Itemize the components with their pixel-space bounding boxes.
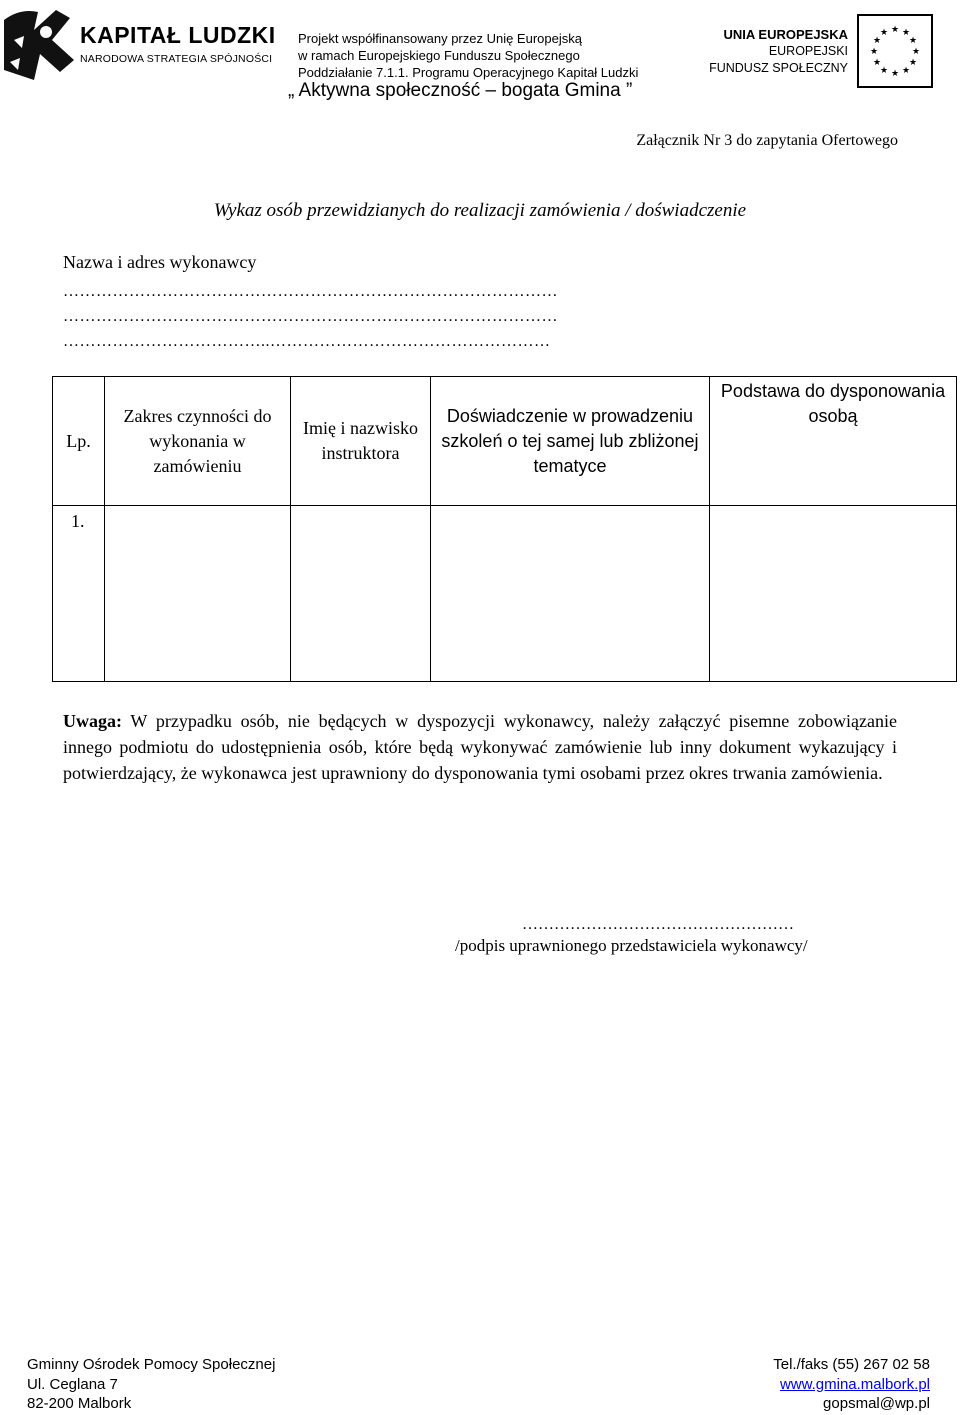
svg-text:★: ★ xyxy=(879,28,889,38)
svg-text:★: ★ xyxy=(911,47,921,57)
header-scope: Zakres czynności do wykonania w zamówieniu xyxy=(123,405,272,476)
footer-city: 82-200 Malbork xyxy=(27,1395,132,1412)
eu-line-3: FUNDUSZ SPOŁECZNY xyxy=(709,61,848,75)
header-basis: Podstawa do dysponowania osobą xyxy=(720,381,946,426)
project-info xyxy=(298,30,668,81)
document-heading: Wykaz osób przewidzianych do realizacji zamówienia / doświadczenie xyxy=(213,200,747,221)
header-lp: Lp. xyxy=(66,430,91,451)
note-text: W przypadku osób, nie będących w dyspozycji wykonawcy, należy załączyć pisemne zobowiązanie innego podmiotu do udostępnienia osób, które będą wykonywać zamówienie lub inny dokument wykazujący i potwierdzający, że wykonawca jest uprawniony do dysponowania tymi osobami przez okres trwania zamówienia. xyxy=(63,711,897,783)
svg-text:★: ★ xyxy=(908,36,918,46)
contractor-label: Nazwa i adres wykonawcy xyxy=(63,252,257,272)
project-line-3: Poddziałanie 7.1.1. Programu Operacyjnego Kapitał Ludzki xyxy=(298,65,639,80)
contractor-dots-line-2[interactable]: ……………………………………………………………………………… xyxy=(63,308,558,325)
eu-line-1: UNIA EUROPEJSKA xyxy=(723,27,848,42)
svg-text:★: ★ xyxy=(901,28,911,38)
header-instructor-name: Imię i nazwisko instruktora xyxy=(303,418,418,463)
footer-address xyxy=(27,1355,275,1414)
footer-website-link[interactable]: www.gmina.malbork.pl xyxy=(779,1375,930,1393)
project-line-1: Projekt współfinansowany przez Unię Europejską xyxy=(298,31,582,46)
kapital-ludzki-emblem-icon xyxy=(0,0,78,88)
footer-org-name: Gminny Ośrodek Pomocy Społecznej xyxy=(27,1356,276,1373)
logo-title: KAPITAŁ LUDZKI xyxy=(80,22,276,48)
project-line-2: w ramach Europejskiego Funduszu Społecznego xyxy=(298,48,580,63)
svg-text:★: ★ xyxy=(872,58,882,68)
signature-dots[interactable]: …………………………………………… xyxy=(522,916,794,933)
signature-label: /podpis uprawnionego przedstawiciela wykonawcy/ xyxy=(455,936,808,955)
footer-phone: Tel./faks (55) 267 02 58 xyxy=(773,1356,930,1373)
eu-logo-text xyxy=(700,26,848,77)
kapital-ludzki-logo xyxy=(0,0,280,88)
svg-text:★: ★ xyxy=(890,69,900,79)
row-1-experience-cell[interactable] xyxy=(431,506,709,681)
svg-text:★: ★ xyxy=(901,66,911,76)
eu-line-2: EUROPEJSKI xyxy=(768,44,848,58)
row-1-scope-cell[interactable] xyxy=(105,506,290,681)
svg-text:★: ★ xyxy=(869,47,879,57)
svg-text:★: ★ xyxy=(908,58,918,68)
header-experience: Doświadczenie w prowadzeniu szkoleń o tej samej lub zbliżonej tematyce xyxy=(441,405,699,476)
personnel-table xyxy=(52,376,957,682)
eu-flag-icon xyxy=(857,14,933,88)
note-paragraph xyxy=(63,708,897,786)
footer-contact xyxy=(773,1355,930,1414)
row-1-lp: 1. xyxy=(71,511,85,531)
note-label: Uwaga: xyxy=(63,711,122,731)
footer-street: Ul. Ceglana 7 xyxy=(27,1375,118,1393)
row-1-instructor-cell[interactable] xyxy=(291,506,430,681)
contractor-dots-line-3[interactable]: ………………………………..…………………………………………… xyxy=(63,333,551,350)
project-motto: „ Aktywna społeczność – bogata Gmina ” xyxy=(288,80,633,101)
footer-email[interactable]: gopsmal@wp.pl xyxy=(823,1395,930,1412)
contractor-dots-line-1[interactable]: ……………………………………………………………………………… xyxy=(63,283,558,300)
svg-text:★: ★ xyxy=(890,25,900,35)
svg-text:★: ★ xyxy=(872,36,882,46)
annex-label: Załącznik Nr 3 do zapytania Ofertowego xyxy=(636,132,898,149)
row-1-basis-cell[interactable] xyxy=(710,506,956,681)
logo-subtitle: NARODOWA STRATEGIA SPÓJNOŚCI xyxy=(80,53,273,65)
svg-text:★: ★ xyxy=(879,66,889,76)
